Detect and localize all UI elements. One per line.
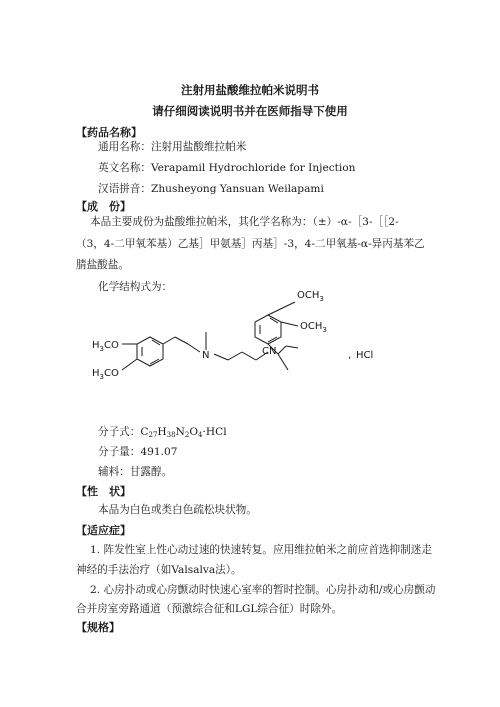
excipient: 辅料：甘露醇。 [98, 466, 173, 478]
composition-line-1: 本品主要成份为盐酸维拉帕米，其化学名称为：（±）-α-［3-［［2- [90, 216, 399, 228]
heading-composition: 【成 份】 [76, 200, 131, 213]
right-benzene-ring [255, 315, 281, 344]
nitrogen-atom-label: N [202, 350, 210, 361]
h3co-bottom-label: $H_3CO$ [92, 368, 119, 381]
heading-properties: 【性 状】 [76, 485, 131, 498]
composition-line-3: 腈盐酸盐。 [76, 259, 129, 271]
composition-line-2: （3，4-二甲氧苯基）乙基］甲氨基］丙基］-3，4-二甲氧基-α-异丙基苯乙 [76, 238, 425, 250]
methoxy-top-label: $OCH_3$ [297, 290, 324, 303]
hcl-label: HCl [356, 350, 374, 361]
molecular-weight: 分子量：491.07 [98, 446, 178, 458]
structure-comma: , [348, 350, 352, 361]
indication-1-line-2: 神经的手法治疗（如Valsalva法）。 [76, 564, 242, 576]
h3co-top-label: $H_3CO$ [92, 340, 119, 353]
indication-2-line-2: 合并房室旁路通道（预激综合征和LGL综合征）时除外。 [76, 603, 343, 615]
left-benzene-ring [137, 337, 163, 366]
molecular-formula: 分子式：$C_{27}H_{38}N_2O_4\cdot HCl$ [98, 426, 227, 439]
chemical-structure [90, 282, 420, 422]
heading-specification: 【规格】 [76, 621, 120, 634]
pinyin-name: 汉语拼音：Zhusheyong Yansuan Weilapami [98, 183, 324, 195]
indication-1-line-1: 1. 阵发性室上性心动过速的快速转复。应用维拉帕米之前应首选抑制迷走 [90, 544, 432, 556]
properties-text: 本品为白色或类白色疏松块状物。 [98, 504, 257, 516]
methoxy-right-label: $OCH_3$ [300, 321, 327, 334]
heading-drug-name: 【药品名称】 [76, 126, 142, 139]
structure-label: 化学结构式为： [98, 281, 173, 293]
nitrile-label: CN [262, 346, 277, 357]
heading-indications: 【适应症】 [76, 524, 131, 537]
document-title: 注射用盐酸维拉帕米说明书 [181, 83, 319, 97]
indication-2-line-1: 2. 心房扑动或心房颤动时快速心室率的暂时控制。心房扑动和/或心房颤动 [90, 584, 436, 596]
document-subtitle: 请仔细阅读说明书并在医师指导下使用 [152, 104, 348, 118]
english-name: 英文名称：Verapamil Hydrochloride for Injection [98, 162, 356, 174]
common-name: 通用名称：注射用盐酸维拉帕米 [98, 141, 247, 153]
